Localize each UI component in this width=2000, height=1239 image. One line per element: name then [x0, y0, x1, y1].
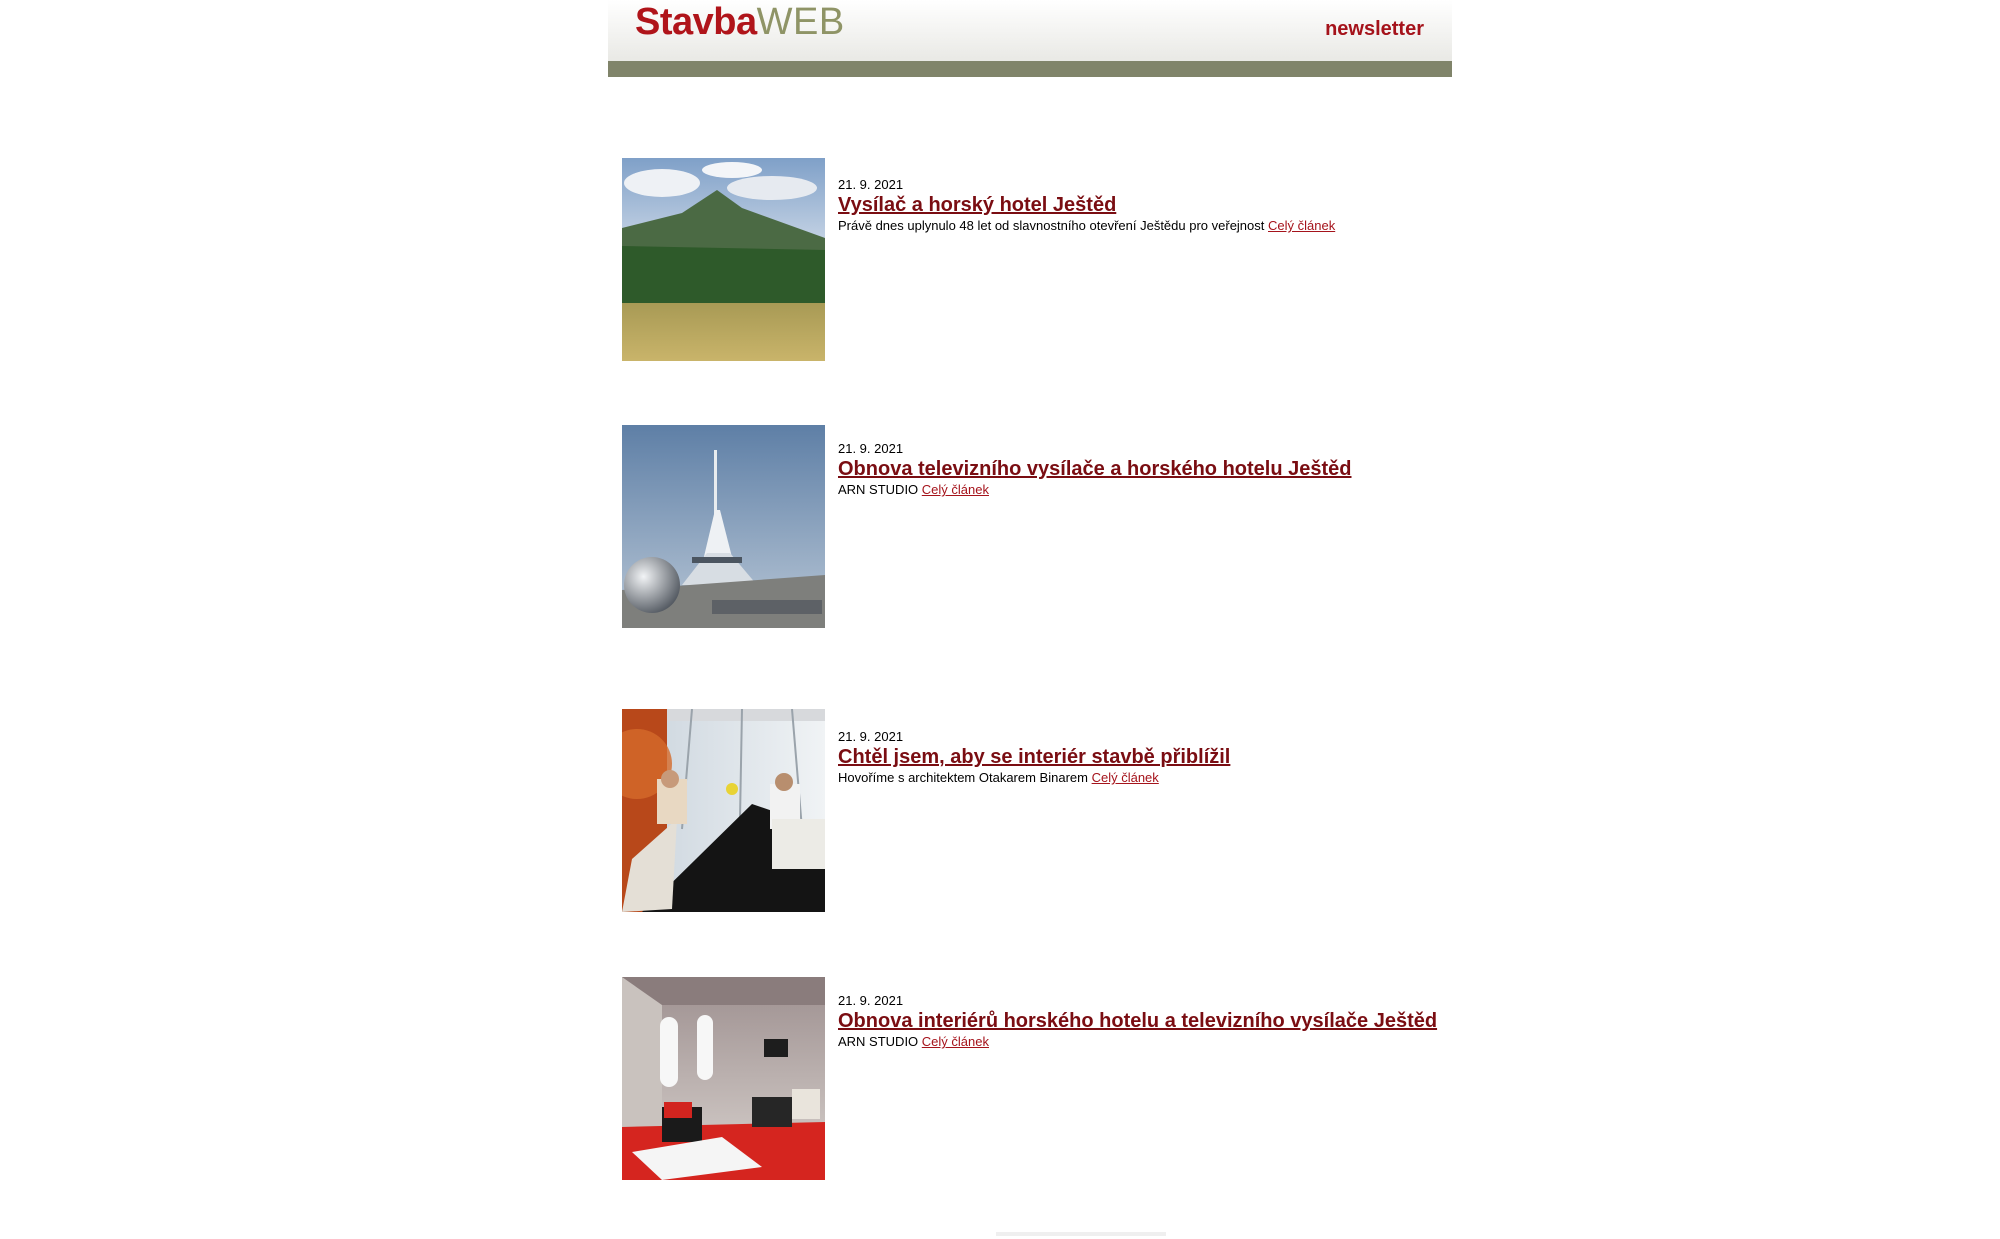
newsletter-label: newsletter — [1325, 18, 1424, 40]
article-description-text: ARN STUDIO — [838, 1034, 919, 1049]
article-description — [838, 481, 1438, 499]
logo-text-web: WEB — [756, 1, 845, 43]
stavbaweb-logo[interactable] — [635, 2, 845, 42]
article-title-link[interactable]: Vysílač a horský hotel Ještěd — [838, 194, 1117, 216]
article-title-link[interactable]: Obnova televizního vysílače a horského hotelu Ještěd — [838, 458, 1352, 480]
article-description — [838, 217, 1438, 235]
article-item — [622, 977, 1442, 1181]
article-thumbnail-jested-landscape[interactable] — [622, 158, 825, 361]
article-thumbnail-interior-interview[interactable] — [622, 709, 825, 912]
article-thumbnail-hotel-room[interactable] — [622, 977, 825, 1180]
read-more-link[interactable]: Celý článek — [921, 1034, 989, 1049]
article-title-link[interactable]: Obnova interiérů horského hotelu a televizního vysílače Ještěd — [838, 1010, 1438, 1032]
article-date: 21. 9. 2021 — [838, 729, 904, 744]
footer-faint-divider — [996, 1232, 1166, 1236]
article-content — [838, 993, 1438, 1051]
header-divider-bar — [608, 61, 1452, 77]
newsletter-container — [608, 0, 1452, 1239]
newsletter-header — [608, 0, 1452, 61]
article-description-text: Hovoříme s architektem Otakarem Binarem — [838, 770, 1088, 785]
read-more-link[interactable]: Celý článek — [1091, 770, 1159, 785]
article-thumbnail-jested-tower[interactable] — [622, 425, 825, 628]
article-item — [622, 425, 1442, 629]
read-more-link[interactable]: Celý článek — [921, 482, 989, 497]
article-item — [622, 158, 1442, 362]
article-description — [838, 769, 1438, 787]
article-content — [838, 441, 1438, 499]
article-title-link[interactable]: Chtěl jsem, aby se interiér stavbě přiblížil — [838, 746, 1231, 768]
article-content — [838, 729, 1438, 787]
article-description — [838, 1033, 1438, 1051]
article-item — [622, 709, 1442, 913]
article-date: 21. 9. 2021 — [838, 993, 904, 1008]
read-more-link[interactable]: Celý článek — [1268, 218, 1336, 233]
article-content — [838, 177, 1438, 235]
article-description-text: ARN STUDIO — [838, 482, 919, 497]
logo-text-stavba: Stavba — [635, 1, 757, 43]
article-date: 21. 9. 2021 — [838, 177, 904, 192]
article-date: 21. 9. 2021 — [838, 441, 904, 456]
article-description-text: Právě dnes uplynulo 48 let od slavnostního otevření Ještědu pro veřejnost — [838, 218, 1265, 233]
